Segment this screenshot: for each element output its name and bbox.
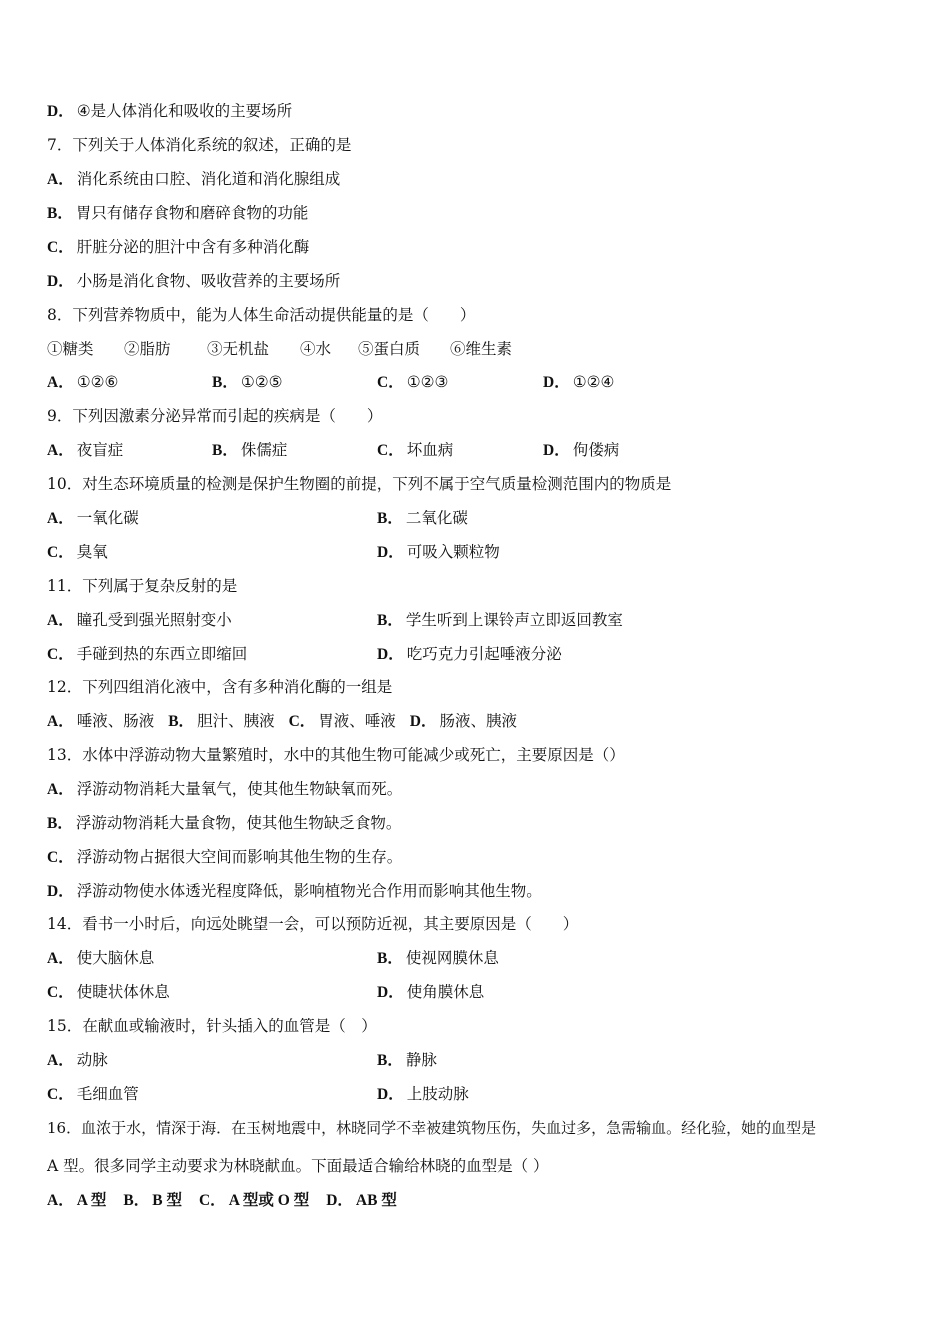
q16-options: A． A 型 B． B 型 C． A 型或 O 型 D． AB 型	[47, 1192, 397, 1209]
q14-option-c: C． 使睫状体休息	[47, 983, 170, 1001]
q11-option-a: A． 瞳孔受到强光照射变小	[47, 611, 232, 629]
q9-option-b: B． 侏儒症	[212, 441, 288, 459]
q14-option-d: D． 使角膜休息	[377, 983, 485, 1001]
q11-option-c: C． 手碰到热的东西立即缩回	[47, 645, 248, 663]
q15-option-d: D． 上肢动脉	[377, 1085, 469, 1103]
q7-option-b: B． 胃只有储存食物和磨碎食物的功能	[47, 204, 309, 222]
q8-option-b: B． ①②⑤	[212, 373, 283, 391]
q7-stem: 7．下列关于人体消化系统的叙述，正确的是	[47, 136, 352, 154]
q7-option-a: A． 消化系统由口腔、消化道和消化腺组成	[47, 170, 341, 188]
q12-options: A． 唾液、肠液 B． 胆汁、胰液 C． 胃液、唾液 D． 肠液、胰液	[47, 712, 518, 730]
q9-stem: 9．下列因激素分泌异常而引起的疾病是（ ）	[47, 407, 383, 425]
q15-option-c: C． 毛细血管	[47, 1085, 139, 1103]
q13-option-d: D． 浮游动物使水体透光程度降低，影响植物光合作用而影响其他生物。	[47, 882, 542, 900]
q8-option-c: C． ①②③	[377, 373, 449, 391]
q7-option-d: D． 小肠是消化食物、吸收营养的主要场所	[47, 272, 341, 290]
q14-option-a: A． 使大脑休息	[47, 949, 155, 967]
q8-item: ①糖类	[47, 340, 94, 358]
q15-option-b: B． 静脉	[377, 1051, 437, 1069]
q14-stem: 14．看书一小时后，向远处眺望一会，可以预防近视，其主要原因是（ ）	[47, 915, 579, 933]
q8-option-d: D． ①②④	[543, 373, 615, 391]
q13-option-a: A． 浮游动物消耗大量氧气，使其他生物缺氧而死。	[47, 780, 403, 798]
q10-stem: 10．对生态环境质量的检测是保护生物圈的前提，下列不属于空气质量检测范围内的物质是	[47, 475, 672, 493]
q10-option-c: C． 臭氧	[47, 543, 108, 561]
q13-stem: 13．水体中浮游动物大量繁殖时，水中的其他生物可能减少或死亡，主要原因是（）	[47, 746, 625, 764]
q11-option-d: D． 吃巧克力引起唾液分泌	[377, 645, 562, 663]
q16-stem-line-1: 16．血浓于水，情深于海．在玉树地震中，林晓同学不幸被建筑物压伤，失血过多，急需输血。经化验，她的血型是	[47, 1119, 817, 1137]
q14-option-b: B． 使视网膜休息	[377, 949, 499, 967]
q13-option-c: C． 浮游动物占据很大空间而影响其他生物的生存。	[47, 848, 403, 866]
q16-stem-line-2: A 型。很多同学主动要求为林晓献血。下面最适合输给林晓的血型是（ ）	[47, 1157, 549, 1175]
q15-option-a: A． 动脉	[47, 1051, 108, 1069]
q11-option-b: B． 学生听到上课铃声立即返回教室	[377, 611, 623, 629]
q8-stem: 8．下列营养物质中，能为人体生命活动提供能量的是（ ）	[47, 306, 476, 324]
q10-option-a: A． 一氧化碳	[47, 509, 139, 527]
q13-option-b: B． 浮游动物消耗大量食物，使其他生物缺乏食物。	[47, 814, 402, 832]
q6-option-d: D． ④是人体消化和吸收的主要场所	[47, 102, 293, 120]
q8-item: ④水	[300, 340, 332, 358]
q8-item: ②脂肪	[124, 340, 171, 358]
q8-item: ⑥维生素	[450, 340, 513, 358]
q9-option-d: D． 佝偻病	[543, 441, 620, 459]
q9-option-a: A． 夜盲症	[47, 441, 124, 459]
q9-option-c: C． 坏血病	[377, 441, 454, 459]
q8-item: ③无机盐	[207, 340, 270, 358]
q8-option-a: A． ①②⑥	[47, 373, 119, 391]
q10-option-d: D． 可吸入颗粒物	[377, 543, 500, 561]
q8-item: ⑤蛋白质	[358, 340, 421, 358]
q7-option-c: C． 肝脏分泌的胆汁中含有多种消化酶	[47, 238, 310, 256]
q10-option-b: B． 二氧化碳	[377, 509, 468, 527]
q15-stem: 15．在献血或输液时，针头插入的血管是（ ）	[47, 1017, 377, 1035]
q12-stem: 12．下列四组消化液中，含有多种消化酶的一组是	[47, 678, 393, 696]
q11-stem: 11．下列属于复杂反射的是	[47, 577, 238, 595]
